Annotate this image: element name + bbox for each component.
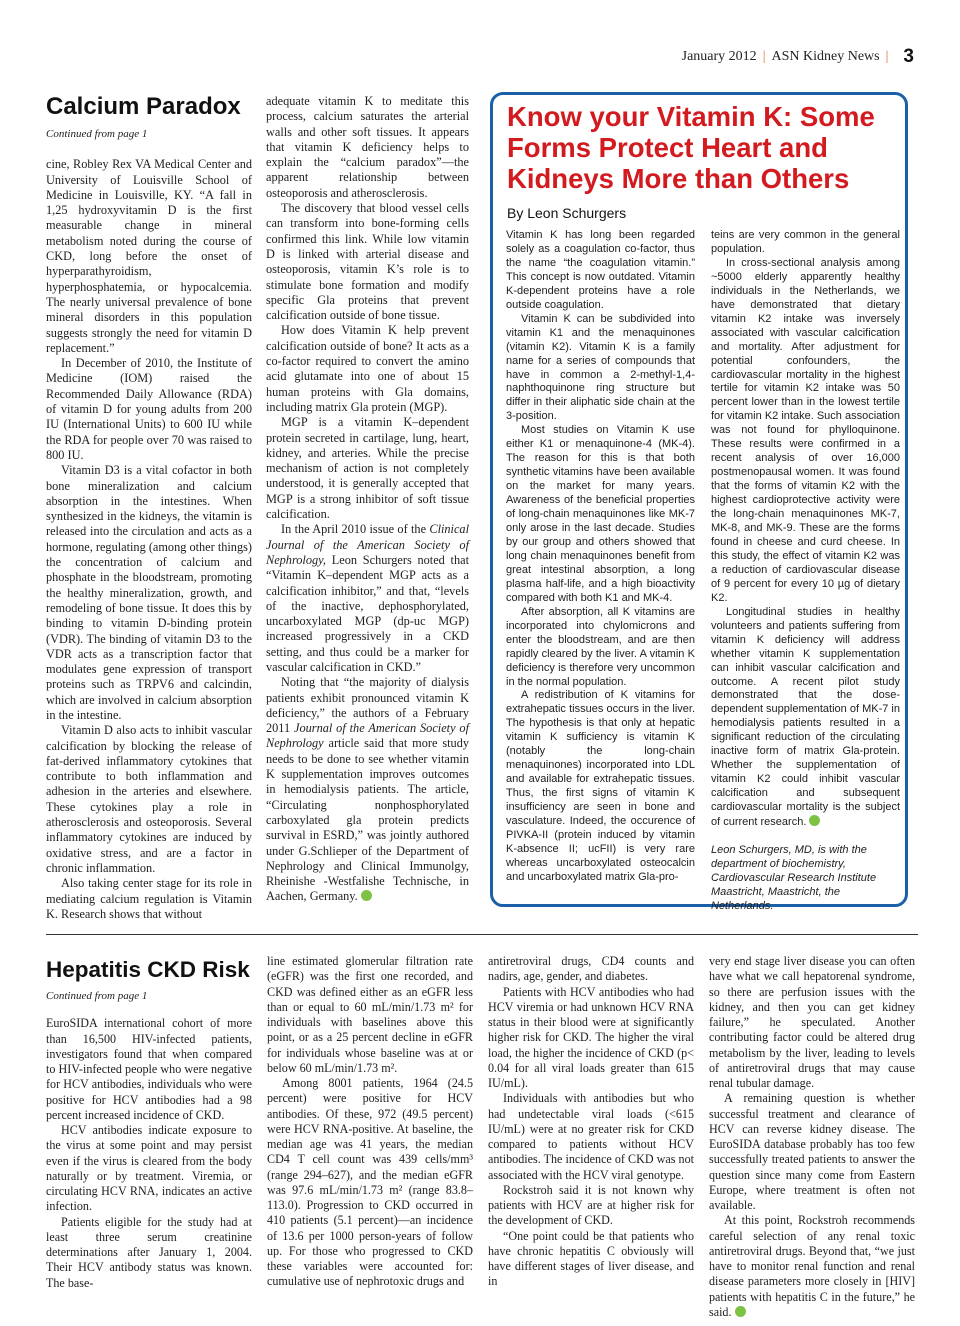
paragraph: EuroSIDA international cohort of more than 16,500 HIV-infected patients, investigators found that when compared to HIV-infected people who were negative for HCV antibodies, individuals who were positive for HCV antibodies had a 98 percent increased incidence of CKD. bbox=[46, 1016, 252, 1122]
calcium-column-2 bbox=[266, 94, 469, 926]
paragraph: Patients with HCV antibodies who had HCV viremia or had unknown HCV RNA status in their blood were at significantly higher risk for CKD. The higher the viral load, the higher the incidence of CKD (p< 0.04 for all viral loads greater than 615 IU/mL). bbox=[488, 984, 694, 1090]
end-of-article-dot-icon bbox=[809, 815, 820, 826]
paragraph: Vitamin K can be subdivided into vitamin K1 and the menaquinones (vitamin K2). Vitamin K is a family name for a series of compounds that have in common a 2-methyl-1,4-naphthoquinone ring structure but differ in their aliphatic side chain at the 3-position. bbox=[506, 312, 695, 423]
text-run: article said that more study needs to be done to see whether vitamin K supplementation improves outcomes in hemodialysis patients. The article, “Circulating nonphosphorylated carboxylated gla protein predicts survival in ESRD,” was jointly authored under G.Schlieper of the Department of Nephrology and Clinical Immunolgy, Rheinishe -Westfalishe Technische, in Aachen, Germany. bbox=[266, 736, 469, 904]
hepatitis-column-4 bbox=[709, 954, 915, 1319]
publication-name: ASN Kidney News bbox=[771, 49, 880, 64]
hepatitis-column-2 bbox=[267, 954, 473, 1289]
author-note: Leon Schurgers, MD, is with the department of biochemistry, Cardiovascular Research Institute Maastricht, Maastricht, the Netherlands. bbox=[711, 843, 877, 912]
journal-title: Journal of the American Society of Nephrology bbox=[266, 721, 469, 751]
hepatitis-headline: Hepatitis CKD Risk bbox=[46, 957, 250, 982]
paragraph bbox=[266, 675, 469, 904]
calcium-headline: Calcium Paradox bbox=[46, 93, 241, 120]
header-separator: | bbox=[885, 49, 889, 64]
paragraph: The discovery that blood vessel cells can transform into bone-forming cells confirmed this link. While low vitamin D is linked with arterial disease and osteoporosis, vitamin K’s role is to stimulate bone formation and modify specific Gla proteins that prevent calcification outside of bone tissue. bbox=[266, 201, 469, 323]
text-run: Leon Schurgers noted that “Vitamin K–dependent MGP acts as a calcification inhibitor,” and that, “levels of the inactive, dephosphorylated, uncarboxylated MGP (dp-uc MGP) increased progressively in a CKD setting, and thus could be a marker for vascular calcification in CKD.” bbox=[266, 552, 469, 674]
paragraph: Vitamin D also acts to inhibit vascular calcification by blocking the release of fat-derived inflammatory cytokines that contribute to both inflammation and adhesion in the arteries and elsewhere. These cytokines play a role in atherosclerosis and osteoporosis. Several inflammatory cytokines are induced by oxidative stress, and are a factor in chronic inflammation. bbox=[46, 723, 252, 875]
end-of-article-dot-icon bbox=[735, 1306, 746, 1317]
text-run: At this point, Rockstroh recommends careful selection of any renal toxic antiretroviral drugs. Beyond that, “we just have to monitor renal function and renal disease parameters more closely in [HIV] patients with hepatitis C in the future,” he said. bbox=[709, 1213, 915, 1319]
paragraph: Among 8001 patients, 1964 (24.5 percent) were positive for HCV antibodies. Of these, 972 (49.5 percent) were HCV RNA-positive. At baseline, the median age was 41 years, the median CD4 T cell count was 439 cells/mm³ (range 294–627), and the median eGFR was 97.6 mL/min/1.73 m² (range 83.8–113.0). Progression to CKD occurred in 410 patients (5.1 percent)—an incidence of 13.6 per 1000 person-years of follow up. For those who progressed to CKD these variables were accounted for: cumulative use of nephrotoxic drugs and bbox=[267, 1076, 473, 1289]
page-number: 3 bbox=[903, 46, 914, 67]
text-run: Longitudinal studies in healthy volunteers and patients suffering from vitamin K deficiency will address whether vitamin K supplementation can inhibit vascular calcification and outcome. A recent pilot study demonstrated that the dose-dependent supplementation of MK-7 in hemodialysis patients resulted in a significant reduction of the circulating inactive form of matrix Gla-protein. Whether the supplementation of vitamin K2 could inhibit vascular calcification and subsequent cardiovascular mortality is the subject of current research. bbox=[711, 605, 900, 829]
paragraph: Rockstroh said it is not known why patients with HCV are at higher risk for the development of CKD. bbox=[488, 1182, 694, 1228]
paragraph: MGP is a vitamin K–dependent protein secreted in cartilage, lung, heart, kidney, and arteries. While the precise mechanism of action is not completely understood, it is generally accepted that MGP is a strong inhibitor of soft tissue calcification. bbox=[266, 415, 469, 522]
paragraph: antiretroviral drugs, CD4 counts and nadirs, age, gender, and diabetes. bbox=[488, 954, 694, 984]
text-run: In the April 2010 issue of the bbox=[281, 522, 430, 537]
calcium-column-1 bbox=[46, 93, 252, 923]
paragraph: Most studies on Vitamin K use either K1 or menaquinone-4 (MK-4). The reason for this is that both synthetic vitamins have been available on the market for many years. Awareness of the beneficial properties of long-chain menaquinones like MK-7 only arose in the last decade. Studies by our group and others showed that long chain menaquinones benefit from great intestinal absorption, a long plasma half-life, and a high bioactivity compared with both K1 and MK-4. bbox=[506, 424, 695, 604]
paragraph: teins are very common in the general population. bbox=[711, 229, 900, 255]
paragraph: adequate vitamin K to meditate this process, calcium saturates the arterial walls and other soft tissues. It appears that vitamin K deficiency helps to explain the “calcium paradox”—the apparent relationship between osteoporosis and atherosclerosis. bbox=[266, 94, 469, 200]
running-header bbox=[682, 46, 914, 68]
end-of-article-dot-icon bbox=[361, 890, 372, 901]
hepatitis-column-1 bbox=[46, 957, 252, 1290]
paragraph: After absorption, all K vitamins are incorporated into chylomicrons and enter the bloodstream, and are then rapidly cleared by the liver. A vitamin K deficiency is therefore very uncommon in the normal population. bbox=[506, 605, 695, 688]
continued-from-note: Continued from page 1 bbox=[46, 128, 148, 140]
paragraph: How does Vitamin K help prevent calcification outside of bone? It acts as a co-factor required to convert the amino acid glutamate into one of about 15 human proteins with Gla domains, including matrix Gla protein (MGP). bbox=[266, 323, 469, 414]
paragraph bbox=[709, 1213, 915, 1320]
paragraph bbox=[266, 522, 469, 675]
journal-title: Clinical Journal of the American Society of Nephrology, bbox=[266, 522, 469, 567]
hepatitis-column-3 bbox=[488, 954, 694, 1289]
paragraph: Vitamin K has long been regarded solely as a coagulation co-factor, thus the name “the coagulation vitamin.” This concept is now outdated. Vitamin K-dependent proteins have a role outside coagulation. bbox=[506, 229, 695, 311]
paragraph: Also taking center stage for its role in mediating calcium regulation is Vitamin K. Research shows that without bbox=[46, 876, 252, 921]
paragraph: In cross-sectional analysis among ~5000 elderly apparently healthy individuals in the Netherlands, we have demonstrated that dietary vitamin K2 intake was inversely associated with vascular calcification and mortality. After adjustment for potential confounders, the cardiovascular mortality in the highest tertile for vitamin K2 intake was 50 percent lower than in the lowest tertile for vitamin K2 intake. Such association was not found for phylloquinone. These results were confirmed in a recent analysis of over 16,000 postmenopausal women. It was found that the forms of vitamin K2 with the highest cardioprotective activity were the long-chain menaquinones MK-7, MK-8, and MK-9. These are the forms found in cheese and curd cheese. In this study, the effect of vitamin K2 was a reduction of cardiovascular disease of 9 percent for every 10 µg of dietary K2. bbox=[711, 256, 900, 604]
paragraph: Patients eligible for the study had at least three serum creatinine determinations after January 1, 2004. Their HCV antibody status was known. The base- bbox=[46, 1214, 252, 1290]
vitamin-k-column-2 bbox=[711, 229, 900, 912]
paragraph: cine, Robley Rex VA Medical Center and University of Louisville School of Medicine in Louisville, KY. “A fall in 1,25 hydroxyvitamin D is the first measurable change in mineral metabolism noted during the course of CKD, long before the onset of hyperparathyroidism, hyperphosphatemia, or hypocalcemia. The nearly universal prevalence of bone mineral disorders in this population suggests strongly the need for vitamin D replacement.” bbox=[46, 157, 252, 355]
text-run: Noting that “the majority of dialysis patients exhibit pronounced vitamin K deficiency,” the authors of a February 2011 bbox=[266, 675, 469, 736]
byline: By Leon Schurgers bbox=[507, 205, 627, 221]
paragraph: HCV antibodies indicate exposure to the virus at some point and may persist even if the virus is cleared from the body naturally or by treatment. Viremia, or circulating HCV RNA, indicates an active infection. bbox=[46, 1123, 252, 1214]
issue-date: January 2012 bbox=[681, 49, 757, 64]
vitamin-k-headline: Know your Vitamin K: Some Forms Protect Heart and Kidneys More than Others bbox=[507, 101, 875, 194]
paragraph: A redistribution of K vitamins for extrahepatic tissues occurs in the liver. The hypothesis is that only at hepatic vitamin K sufficiency is vitamin K (notably the long-chain menaquinones) incorporated into LDL and available for extrahepatic tissues. Thus, the first signs of vitamin K insufficiency are seen in bone and vasculature. Indeed, the occurence of PIVKA-II (protein induced by vitamin K-absence II; ucFII) is very rare whereas uncarboxylated osteocalcin and uncarboxylated matrix Gla-pro- bbox=[506, 689, 695, 883]
paragraph bbox=[711, 606, 900, 830]
paragraph: very end stage liver disease you can often have what we call hepatorenal syndrome, so there are perfusion issues with the kidney, and then you can get kidney failure,” he speculated. Another contributing factor could be altered drug metabolism by the liver, leading to levels of antiretroviral drugs that may cause renal tubular damage. bbox=[709, 954, 915, 1090]
vitamin-k-column-1 bbox=[506, 229, 695, 901]
paragraph: A remaining question is whether successful treatment and clearance of HCV can reverse kidney disease. The EuroSIDA database probably has too few successfully treated patients to answer the question since many come from Eastern Europe, where treatment is often not available. bbox=[709, 1091, 915, 1212]
paragraph: line estimated glomerular filtration rate (eGFR) was the first one recorded, and CKD was defined either as an eGFR less than or equal to 60 mL/min/1.73 m² for individuals with baselines above this point, or as a 25 percent decline in eGFR for individuals whose baseline was at or below 60 mL/min/1.73 m². bbox=[267, 954, 473, 1075]
paragraph: Individuals with antibodies but who had undetectable viral loads (<615 IU/mL) were at no greater risk for CKD compared to patients without HCV antibodies. The incidence of CKD was not associated with the HCV viral genotype. bbox=[488, 1091, 694, 1182]
paragraph: “One point could be that patients who have chronic hepatitis C obviously will have different stages of liver disease, and in bbox=[488, 1228, 694, 1289]
section-divider bbox=[46, 934, 918, 935]
continued-from-note: Continued from page 1 bbox=[46, 990, 148, 1002]
paragraph: Vitamin D3 is a vital cofactor in both bone mineralization and calcium absorption in the intestines. When synthesized in the kidneys, the vitamin is released into the circulation and acts as a hormone, regulating (among other things) the concentration of calcium and phosphate in the bloodstream, promoting the healthy mineralization, growth, and remodeling of bone tissue. It does this by binding to vitamin D-binding protein (VDR). The binding of vitamin D3 to the VDR acts as a transcription factor that modulates gene expression of transport proteins such as TRPV6 and calcindin, which are involved in calcium absorption in the intestine. bbox=[46, 463, 252, 722]
header-separator: | bbox=[762, 49, 766, 64]
paragraph: In December of 2010, the Institute of Medicine (IOM) raised the Recommended Daily Allowance (RDA) of vitamin D for young adults from 200 IU (International Units) to 600 IU while the RDA for people over 70 was raised to 800 IU. bbox=[46, 356, 252, 462]
